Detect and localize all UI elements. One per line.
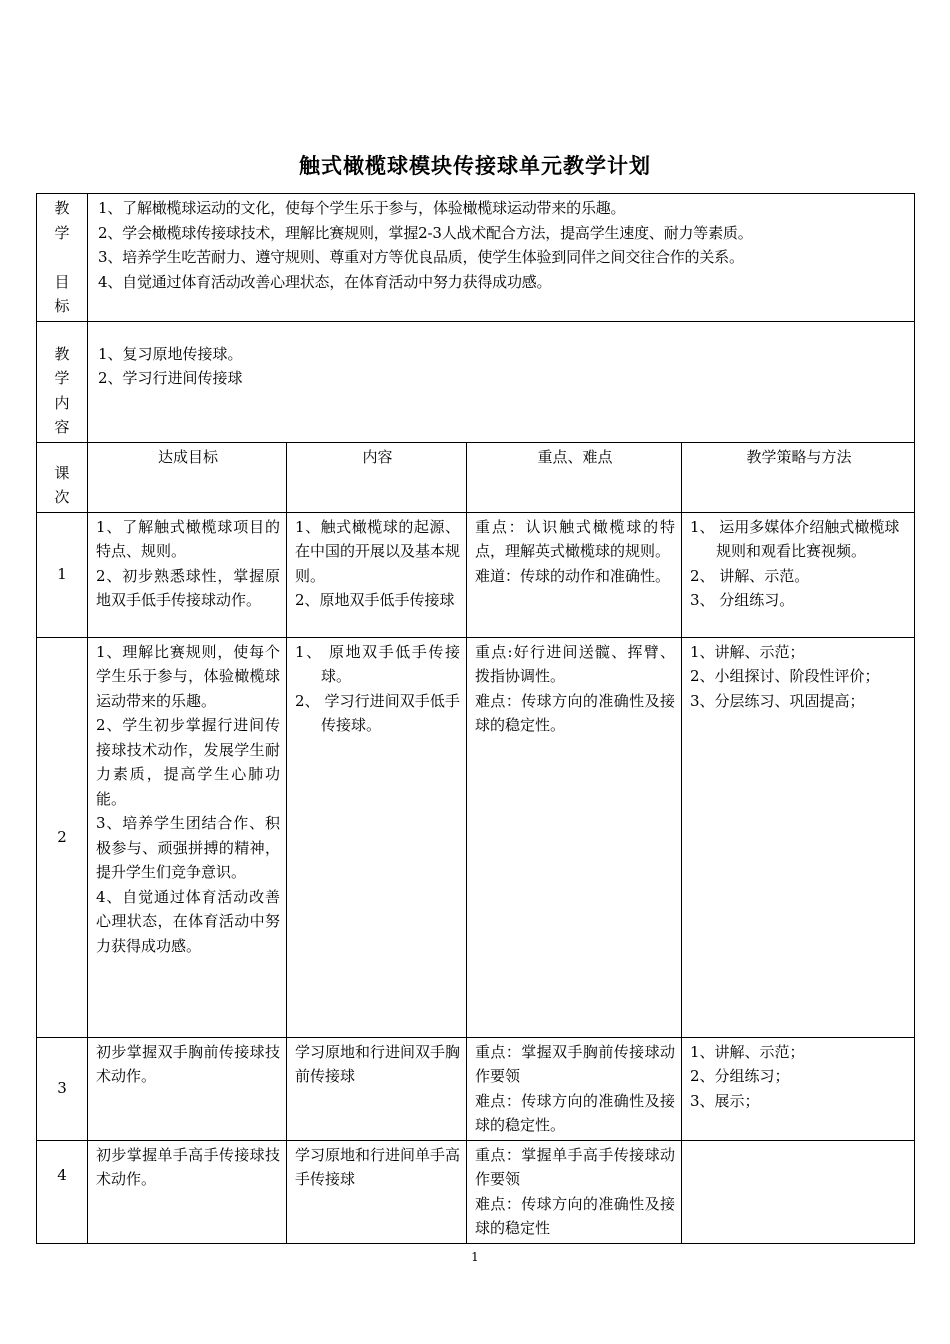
content-header: 内容 <box>287 442 467 512</box>
lesson-number: 2 <box>37 637 88 1037</box>
header-row <box>37 442 915 512</box>
lesson-content: 1、 原地双手低手传接球。 2、 学习行进间双手低手传接球。 <box>287 637 467 1037</box>
focus-header: 重点、难点 <box>467 442 682 512</box>
page-title: 触式橄榄球模块传接球单元教学计划 <box>299 153 651 178</box>
content-text: 1、复习原地传接球。 2、学习行进间传接球 <box>88 321 915 442</box>
lesson-method <box>682 1140 915 1243</box>
teaching-plan-table <box>36 193 915 1244</box>
lesson-goal: 1、理解比赛规则，使每个学生乐于参与，体验橄榄球运动带来的乐趣。 2、学生初步掌握行进间传接球技术动作，发展学生耐力素质，提高学生心肺功能。 3、培养学生团结合作、积极参与、顽强拼搏的精神，提升学生们竞争意识。 4、自觉通过体育活动改善心理状态，在体育活动中努力获得成功感。 <box>88 637 287 1037</box>
lesson-content: 学习原地和行进间双手胸前传接球 <box>287 1037 467 1140</box>
lesson-row-3 <box>37 1037 915 1140</box>
lesson-row-2 <box>37 637 915 1037</box>
lesson-focus: 重点：掌握双手胸前传接球动作要领 难点：传球方向的准确性及接球的稳定性。 <box>467 1037 682 1140</box>
lesson-focus: 重点：认识触式橄榄球的特点，理解英式橄榄球的规则。 难道：传球的动作和准确性。 <box>467 512 682 637</box>
content-label: 教 学 内 容 <box>37 321 88 442</box>
lesson-row-1 <box>37 512 915 637</box>
lesson-number: 3 <box>37 1037 88 1140</box>
lesson-goal: 初步掌握单手高手传接球技术动作。 <box>88 1140 287 1243</box>
lesson-content: 1、触式橄榄球的起源、在中国的开展以及基本规则。 2、原地双手低手传接球 <box>287 512 467 637</box>
content-row <box>37 321 915 442</box>
lesson-focus: 重点:好行进间送髋、挥臂、拨指协调性。 难点：传球方向的准确性及接球的稳定性。 <box>467 637 682 1037</box>
goal-header: 达成目标 <box>88 442 287 512</box>
goals-text: 1、了解橄榄球运动的文化，使每个学生乐于参与，体验橄榄球运动带来的乐趣。 2、学会橄榄球传接球技术，理解比赛规则，掌握2-3人战术配合方法，提高学生速度、耐力等素质。 3、培养学生吃苦耐力、遵守规则、尊重对方等优良品质，使学生体验到同伴之间交往合作的关系。 4、自觉通过体育活动改善心理状态，在体育活动中努力获得成功感。 <box>88 194 915 322</box>
goals-row <box>37 194 915 322</box>
lesson-goal: 初步掌握双手胸前传接球技术动作。 <box>88 1037 287 1140</box>
lesson-content: 学习原地和行进间单手高手传接球 <box>287 1140 467 1243</box>
lesson-goal: 1、了解触式橄榄球项目的特点、规则。 2、初步熟悉球性，掌握原地双手低手传接球动作。 <box>88 512 287 637</box>
lesson-method: 1、 运用多媒体介绍触式橄榄球规则和观看比赛视频。 2、 讲解、示范。 3、 分组练习。 <box>682 512 915 637</box>
lesson-number: 1 <box>37 512 88 637</box>
lesson-number: 4 <box>37 1140 88 1243</box>
page-number: 1 <box>471 1250 479 1264</box>
lesson-method: 1、讲解、示范； 2、分组练习； 3、展示； <box>682 1037 915 1140</box>
lesson-method: 1、讲解、示范； 2、小组探讨、阶段性评价； 3、分层练习、巩固提高； <box>682 637 915 1037</box>
goals-label: 教 学 目 标 <box>37 194 88 322</box>
method-header: 教学策略与方法 <box>682 442 915 512</box>
lesson-focus: 重点：掌握单手高手传接球动作要领 难点：传球方向的准确性及接球的稳定性 <box>467 1140 682 1243</box>
lesson-row-4 <box>37 1140 915 1243</box>
lesson-header: 课 次 <box>37 442 88 512</box>
